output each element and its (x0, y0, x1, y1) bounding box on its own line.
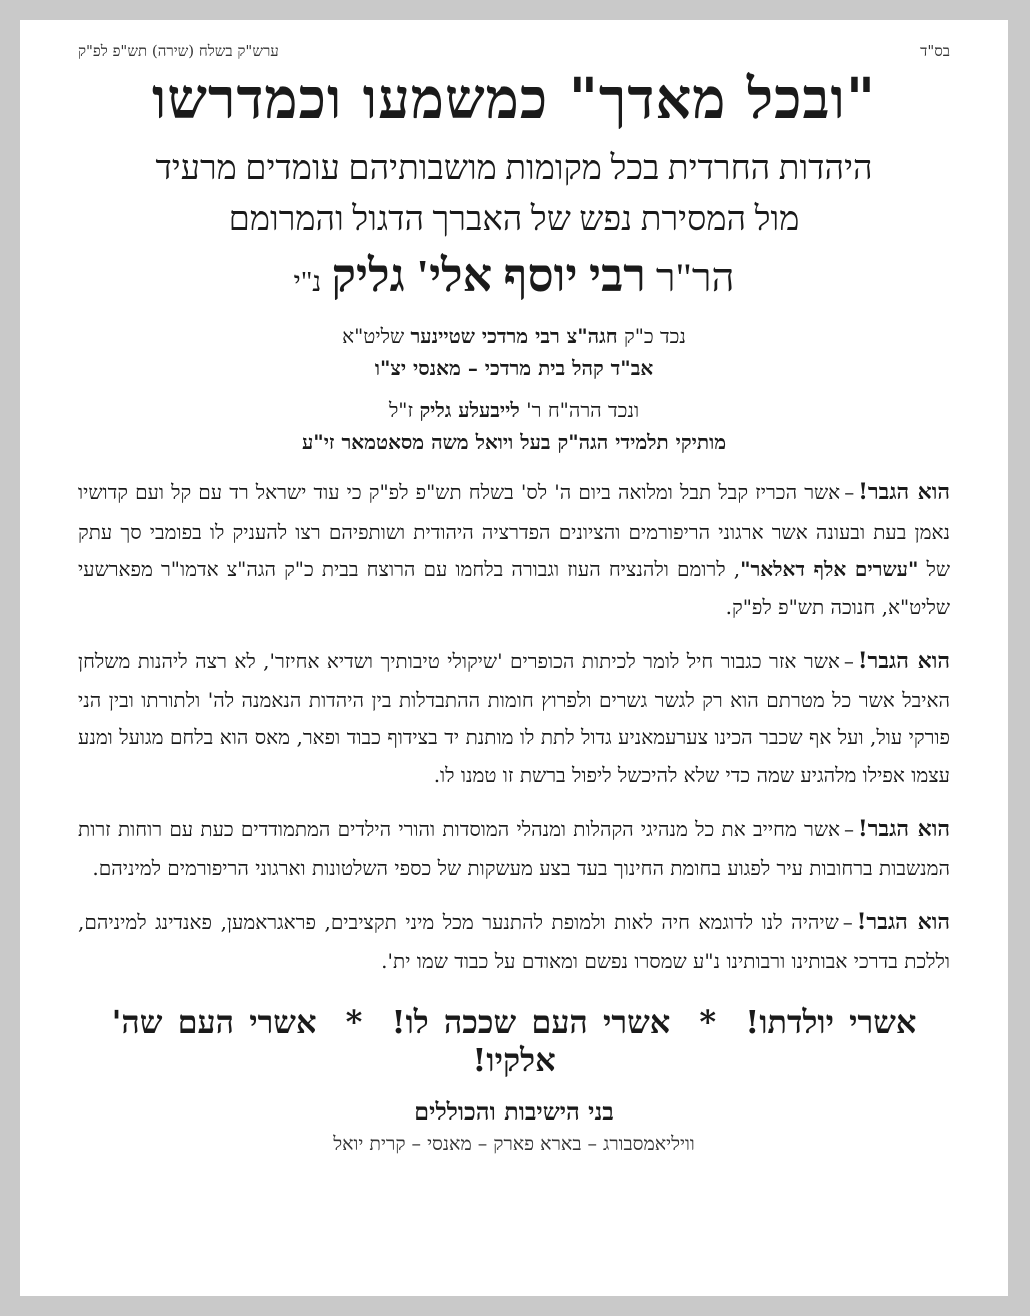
paragraph-3-text: אשר מחייב את כל מנהיגי הקהלות ומנהלי המוסדות והורי הילדים המתמודדים כעת עם רוחות זרות המנשבות ברחובות עיר לפגוע בחומת החינוך בעד בצע מעשקות של כספי השלטונות וארגוני הריפורמים למיניהם. (78, 816, 950, 881)
slogan-1: אשרי יולדתו! (745, 1002, 917, 1041)
lineage-line-2 (78, 352, 950, 384)
paragraph-1-lead: הוא הגבר! (858, 479, 950, 506)
paragraph-2: הוא הגבר!–אשר אזר כגבור חיל לומר לכיתות הכופרים 'שיקולי טיבותיך ושדיא אחיזר', לא רצה ליהנות משלחן האיבל אשר כל מטרתם הוא רק לגשר גשרים ולפרוץ חומות ההתבדלות בין היהדות הנאמנה לה' ולתורתו ובין הני פורקי עול, ועל אף שכבר הכינו צערעמאניע גדול לתת לו מותנת יד בצידוף כבוד ופאר, מאס הוא בלחם מגועל ומנע עצמו אפילו מלהגיע שמה כדי שלא להיכשל ליפול ברשת זו טמנו לו. (78, 647, 950, 788)
lineage-2-text: אב"ד קהל בית מרדכי – מאנסי יצ"ו (374, 356, 654, 381)
lineage-1-post: שליט"א (342, 324, 405, 349)
paragraph-1-text: אשר הכריז קבל תבל ומלואה ביום ה' לס' בשלח תש"פ לפ"ק כי עוד ישראל רד עם קל ועם קדושיו נאמן בעת ובעונה אשר ארגוני הריפורמים והציונים הפדרציה היהודית ושותפיהם רצו להעניק לו בפומבי סך עתק של (78, 480, 951, 582)
date-line: ערש"ק בשלח (שירה) תש"פ לפ"ק (78, 42, 279, 60)
slogan-3: אשרי העם שה' אלקיו! (111, 1002, 556, 1079)
bsd-mark: בס"ד (920, 42, 950, 60)
paragraph-4-lead: הוא הגבר! (856, 908, 950, 935)
subtitle-line-1: היהדות החרדית בכל מקומות מושבותיהם עומדים מרעיד (155, 150, 873, 188)
slogan-2: אשרי העם שככה לו! (391, 1002, 671, 1041)
paragraph-1: הוא הגבר!–אשר הכריז קבל תבל ומלואה ביום ה' לס' בשלח תש"פ לפ"ק כי עוד ישראל רד עם קל ועם קדושיו נאמן בעת ובעונה אשר ארגוני הריפורמים והציונים הפדרציה היהודית ושותפיהם רצו להעניק לו בפומבי סך עתק של "עשרים אלף דאלאר", לרומם ולהנציח העוז וגבורה בלחמו עם הרוצח בבית כ"ק הגה"צ אדמו"ר מפארשעי שליט"א, חנוכה תש"פ לפ"ק. (78, 479, 951, 619)
paragraph-2-lead: הוא הגבר! (857, 647, 950, 674)
slogan-line (78, 1003, 950, 1079)
lineage-line-1 (78, 320, 950, 352)
signature-places: וויליאמסבורג – בארא פארק – מאנסי – קרית יואל (333, 1132, 695, 1155)
paragraph-1-quote: "עשרים אלף דאלאר" (740, 557, 919, 582)
lineage-3-post: ז"ל (388, 398, 414, 423)
paragraph-4-text: שיהיה לנו לדוגמא חיה לאות ולמופת להתנער מכל מיני תקציבים, פראגראמען, פאנדינג למיניהם, וללכת בדרכי אבותינו ורבותינו נ"ע שמסרו נפשם ומאודם על כבוד שמו ית'. (78, 909, 950, 973)
paragraph-3-lead: הוא הגבר! (858, 815, 950, 842)
flyer-page (20, 20, 1008, 1296)
main-title: "ובכל מאדך" כמשמעו וכמדרשו (151, 66, 877, 132)
lineage-1-pre: נכד כ"ק (623, 324, 686, 349)
paragraph-4: הוא הגבר!–שיהיה לנו לדוגמא חיה לאות ולמופת להתנער מכל מיני תקציבים, פראגראמען, פאנדינג למיניהם, וללכת בדרכי אבותינו ורבותינו נ"ע שמסרו נפשם ומאודם על כבוד שמו ית'. (78, 908, 950, 973)
rabbi-name-line (78, 249, 950, 302)
lineage-3-name: לייבעלע גליק (419, 398, 520, 423)
lineage-line-3 (78, 394, 950, 426)
lineage-1-name: חגה"צ רבי מרדכי שטיינער (410, 324, 618, 349)
header-line (78, 42, 950, 61)
signature-title: בני הישיבות והכוללים (414, 1096, 614, 1126)
lineage-4-text: מותיקי תלמידי הגה"ק בעל ויואל משה מסאטמאר זי"ע (301, 430, 727, 455)
rabbi-suffix: נ"י (293, 267, 322, 299)
star-separator-2: * (345, 1002, 363, 1041)
subtitle-line-2: מול המסירת נפש של האברך הדגול והמרומם (228, 201, 800, 239)
paragraph-1-tail: , לרומם ולהנציח העוז וגבורה בלחמו עם הרוצח בבית כ"ק הגה"צ אדמו"ר מפארשעי שליט"א, חנוכה תש"פ לפ"ק. (78, 557, 950, 619)
paragraph-2-text: אשר אזר כגבור חיל לומר לכיתות הכופרים 'שיקולי טיבותיך ושדיא אחיזר', לא רצה ליהנות משלחן האיבל אשר כל מטרתם הוא רק לגשר גשרים ולפרוץ חומות ההתבדלות בין היהדות הנאמנה לה' ולתורתו ובין הני פורקי עול, ועל אף שכבר הכינו צערעמאניע גדול לתת לו מותנת יד בצידוף כבוד ופאר, מאס הוא בלחם מגועל ומנע עצמו אפילו מלהגיע שמה כדי שלא להיכשל ליפול ברשת זו טמנו לו. (78, 648, 950, 788)
paragraph-3: הוא הגבר!–אשר מחייב את כל מנהיגי הקהלות ומנהלי המוסדות והורי הילדים המתמודדים כעת עם רוחות זרות המנשבות ברחובות עיר לפגוע בחומת החינוך בעד בצע מעשקות של כספי השלטונות וארגוני הריפורמים למיניהם. (78, 815, 950, 881)
lineage-line-4 (78, 426, 950, 458)
rabbi-name: רבי יוסף אלי' גליק (331, 250, 646, 302)
rabbi-prefix: הר"ר (655, 255, 735, 301)
lineage-3-pre: ונכד הרה"ח ר' (526, 398, 640, 423)
star-separator-1: * (699, 1002, 717, 1041)
